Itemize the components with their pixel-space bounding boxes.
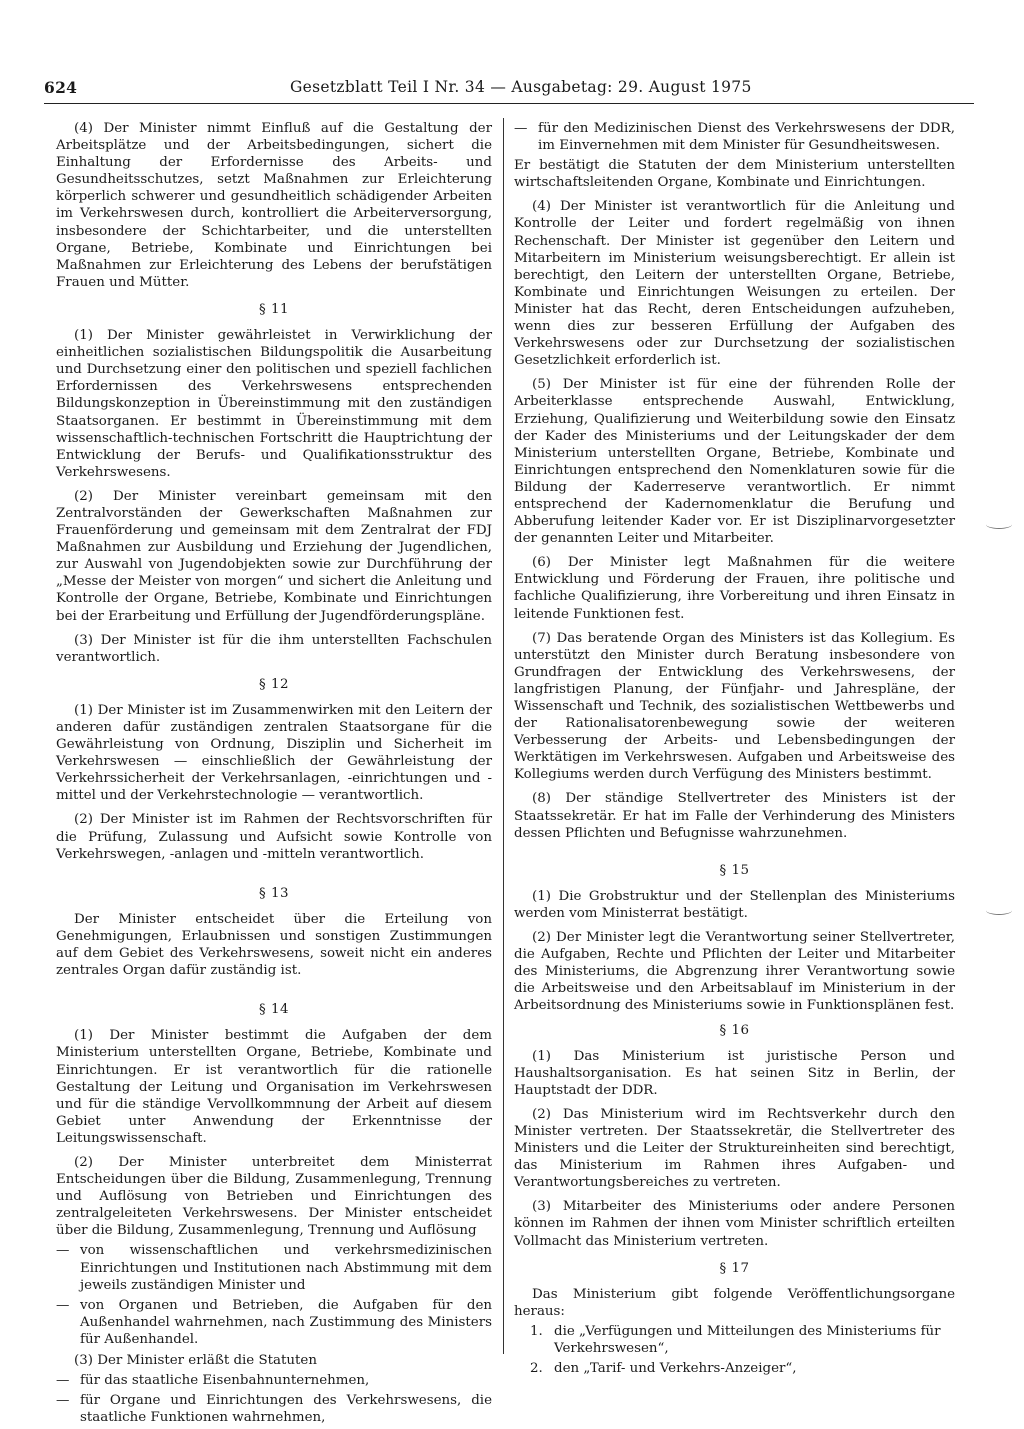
section-heading-12: § 12 bbox=[259, 676, 289, 692]
list-item-text: für Organe und Einrichtungen des Verkehrswesens, die staatliche Funktionen wahrnehmen, bbox=[80, 1393, 492, 1426]
paragraph-13-1: Der Minister entscheidet über die Erteilung von Genehmigungen, Erlaubnissen und sonstigen Zustimmungen auf dem Gebiet des Verkehrswesens, soweit nicht ein anderes zentrales Organ dafür zuständig ist. bbox=[56, 911, 492, 979]
paragraph-16-2: (2) Das Ministerium wird im Rechtsverkehr durch den Minister vertreten. Der Staatssekretär, die Stellvertreter des Ministers und die Leiter der Struktureinheiten sind berechtigt, das Ministerium im Rahmen ihres Aufgaben- und Verantwortungsbereiches zu vertreten. bbox=[514, 1106, 955, 1191]
list-number: 2. bbox=[530, 1361, 543, 1377]
section-heading-15: § 15 bbox=[719, 862, 750, 878]
right-column bbox=[514, 120, 955, 1380]
section-heading-14: § 14 bbox=[259, 1002, 289, 1018]
list-item bbox=[514, 120, 955, 154]
paragraph-14-4: (4) Der Minister ist verantwortlich für die Anleitung und Kontrolle der Leiter und fordert regelmäßig von ihnen Rechenschaft. Der Minister ist gegenüber den Leitern und Mitarbeitern im Ministerium weisungsberechtigt. Er allein ist berechtigt, den Leitern der unterstellten Organe, Betriebe, Kombinate und Einrichtungen Weisungen zu erteilen. Der Minister hat das Recht, deren Entscheidungen aufzuheben, wenn dies zur besseren Erfüllung der Aufgaben des Verkehrswesens oder zur Durchsetzung der sozialistischen Gesetzlichkeit erforderlich ist. bbox=[514, 199, 955, 369]
list-item-text: von wissenschaftlichen und verkehrsmedizinischen Einrichtungen und Institutionen nach Abstimmung mit dem jeweils zuständigen Minister und bbox=[80, 1243, 492, 1293]
list-item bbox=[56, 1297, 492, 1348]
paragraph-11-3: (3) Der Minister ist für die ihm unterstellten Fachschulen verantwortlich. bbox=[56, 632, 492, 665]
list-item bbox=[514, 1323, 955, 1357]
column-divider bbox=[503, 118, 504, 1354]
section-heading-11: § 11 bbox=[259, 301, 289, 317]
paragraph-16-3: (3) Mitarbeiter des Ministeriums oder andere Personen können im Rahmen der ihnen vom Minister schriftlich erteilten Vollmacht das Ministerium vertreten. bbox=[514, 1199, 955, 1249]
header-title: Gesetzblatt Teil I Nr. 34 — Ausgabetag: 29. August 1975 bbox=[290, 78, 752, 96]
header-rule bbox=[44, 103, 974, 104]
list-number: 1. bbox=[530, 1323, 543, 1339]
dash-mark: — bbox=[514, 121, 528, 136]
paragraph-12-1: (1) Der Minister ist im Zusammenwirken mit den Leitern der anderen dafür zuständigen zentralen Staatsorgane für die Gewährleistung von Ordnung, Disziplin und Sicherheit im Verkehrswesen — einschließlich der Gewährleistung der Verkehrssicherheit der Verkehrsanlagen, -einrichtungen und -mittel und der Verkehrstechnologie — verantwortlich. bbox=[56, 702, 492, 804]
list-item-text: für das staatliche Eisenbahnunternehmen, bbox=[80, 1373, 370, 1389]
paragraph-11-1: (1) Der Minister gewährleistet in Verwirklichung der einheitlichen sozialistischen Bildungspolitik die Ausarbeitung und Durchsetzung einer den politischen und speziell fachlichen Erfordernissen des Verkehrswesens entsprechenden Bildungskonzeption in Übereinstimmung mit den zuständigen Staatsorganen. Er bestimmt in Übereinstimmung mit dem wissenschaftlich-technischen Fortschritt die Hauptrichtung der Entwicklung der Berufs- und Qualifikationsstruktur des Verkehrswesens. bbox=[56, 328, 492, 480]
paragraph-17-1: Das Ministerium gibt folgende Veröffentlichungsorgane heraus: bbox=[514, 1286, 955, 1319]
paragraph-14-8: (8) Der ständige Stellvertreter des Ministers ist der Staatssekretär. Er hat im Falle der Verhinderung des Ministers dessen Pflichten und Befugnisse wahrzunehmen. bbox=[514, 791, 955, 841]
dash-mark: — bbox=[56, 1393, 70, 1409]
paragraph-14-2: (2) Der Minister unterbreitet dem Ministerrat Entscheidungen über die Bildung, Zusammenlegung, Trennung und Auflösung von Betrieben und Einrichtungen des zentralgeleiteten Verkehrswesens. Der Minister entscheidet über die Bildung, Zusammenlegung, Trennung und Auflösung bbox=[56, 1154, 492, 1239]
section-heading-13: § 13 bbox=[259, 885, 289, 901]
list-item-text: den „Tarif- und Verkehrs-Anzeiger“, bbox=[554, 1361, 797, 1377]
paragraph-14-3: (3) Der Minister erläßt die Statuten bbox=[74, 1353, 317, 1368]
paragraph-15-2: (2) Der Minister legt die Verantwortung seiner Stellvertreter, die Aufgaben, Rechte und Pflichten der Leiter und Mitarbeiter des Ministeriums, die Abgrenzung ihrer Verantwortung sowie die Arbeitsweise und den Arbeitsablauf im Ministerium in der Arbeitsordnung des Ministeriums sowie in Funktionsplänen fest. bbox=[514, 930, 955, 1014]
paragraph-15-1: (1) Die Grobstruktur und der Stellenplan des Ministeriums werden vom Ministerrat bestätigt. bbox=[514, 888, 955, 921]
paragraph-16-1: (1) Das Ministerium ist juristische Person und Haushaltsorganisation. Es hat seinen Sitz in Berlin, der Hauptstadt der DDR. bbox=[514, 1048, 955, 1098]
list-item bbox=[56, 1372, 492, 1389]
paragraph-11-2: (2) Der Minister vereinbart gemeinsam mit den Zentralvorständen der Gewerkschaften Maßnahmen zur Frauenförderung und gemeinsam mit dem Zentralrat der FDJ Maßnahmen zur Ausbildung und Erziehung der Jugendlichen, zur Auswahl von Jugendobjekten sowie zur Durchführung der „Messe der Meister von morgen“ und sichert die Anleitung und Kontrolle der Organe, Betriebe, Kombinate und Einrichtungen bei der Erarbeitung und Erfüllung der Jugendförderungspläne. bbox=[56, 488, 492, 624]
margin-mark bbox=[986, 520, 1012, 529]
section-heading-16: § 16 bbox=[719, 1022, 750, 1038]
dash-mark: — bbox=[56, 1243, 70, 1259]
margin-mark bbox=[986, 906, 1012, 915]
section-heading-17: § 17 bbox=[719, 1260, 750, 1276]
list-item bbox=[514, 1360, 955, 1377]
page-header bbox=[44, 78, 984, 102]
list-item-text: für den Medizinischen Dienst des Verkehrswesens der DDR, im Einvernehmen mit dem Minister für Gesundheitswesen. bbox=[538, 121, 955, 154]
paragraph-14-5: (5) Der Minister ist für eine der führenden Rolle der Arbeiterklasse entsprechende Auswahl, Entwicklung, Erziehung, Qualifizierung und Weiterbildung sowie den Einsatz der Kader des Ministeriums und der Leitungskader der dem Ministerium unterstellten Organe, Betriebe, Kombinate und Einrichtungen entsprechend den Nomenklaturen sowie für die Bildung der Kaderreserve verantwortlich. Er nimmt entsprechend der Kadernomenklatur die Berufung und Abberufung leitender Kader vor. Er ist Disziplinarvorgesetzter der genannten Leiter und Mitarbeiter. bbox=[514, 377, 955, 547]
left-column bbox=[56, 120, 492, 1429]
list-item bbox=[56, 1392, 492, 1426]
list-item-text: die „Verfügungen und Mitteilungen des Ministeriums für Verkehrswesen“, bbox=[554, 1323, 941, 1356]
paragraph-12-2: (2) Der Minister ist im Rahmen der Rechtsvorschriften für die Prüfung, Zulassung und Aufsicht sowie Kontrolle von Verkehrswegen, -anlagen und -mitteln verantwortlich. bbox=[56, 812, 492, 862]
paragraph-14-7: (7) Das beratende Organ des Ministers ist das Kollegium. Es unterstützt den Minister durch Beratung insbesondere von Grundfragen der Entwicklung des Verkehrswesens, der langfristigen Planung, der Fünfjahr- und Jahrespläne, der Wissenschaft und Technik, des sozialistischen Wettbewerbs und der Rationalisatorenbewegung sowie der weiteren Verbesserung der Arbeits- und Lebensbedingungen der Werktätigen im Verkehrswesen. Aufgaben und Arbeitsweise des Kollegiums werden durch Verfügung des Ministers bestimmt. bbox=[514, 630, 955, 783]
paragraph-10-4: (4) Der Minister nimmt Einfluß auf die Gestaltung der Arbeitsplätze und der Arbeitsbedingungen, sichert die Einhaltung der Erfordernisse des Arbeits- und Gesundheitsschutzes, setzt Maßnahmen zur Erleichterung körperlich schwerer und gesundheitlich schädigender Arbeiten im Verkehrswesen durch, kontrolliert die Arbeiterversorgung, insbesondere der Schichtarbeiter, und die unterstellten Organe, Betriebe, Kombinate und Einrichtungen bei Maßnahmen zur Erleichterung des Lebens der berufstätigen Frauen und Mütter. bbox=[56, 121, 492, 290]
paragraph-14-6: (6) Der Minister legt Maßnahmen für die weitere Entwicklung und Förderung der Frauen, ihre politische und fachliche Qualifizierung, ihre Vorbereitung und ihren Einsatz in leitende Funktionen fest. bbox=[514, 555, 955, 622]
list-item bbox=[56, 1242, 492, 1293]
page-number: 624 bbox=[44, 78, 78, 97]
list-item-text: von Organen und Betrieben, die Aufgaben für den Außenhandel wahrnehmen, nach Zustimmung des Ministers für Außenhandel. bbox=[80, 1297, 492, 1347]
paragraph-14-1: (1) Der Minister bestimmt die Aufgaben der dem Ministerium unterstellten Organe, Betriebe, Kombinate und Einrichtungen. Er ist verantwortlich für die rationelle Gestaltung der Leitung und Organisation im Verkehrswesen und für die ständige Vervollkommnung der Arbeit auf diesem Gebiet unter Anwendung der Erkenntnisse der Leitungswissenschaft. bbox=[56, 1028, 492, 1146]
dash-mark: — bbox=[56, 1297, 70, 1313]
paragraph-14-3-tail: Er bestätigt die Statuten der dem Ministerium unterstellten wirtschaftsleitenden Organe, Kombinate und Einrichtungen. bbox=[514, 158, 955, 191]
dash-mark: — bbox=[56, 1373, 70, 1389]
